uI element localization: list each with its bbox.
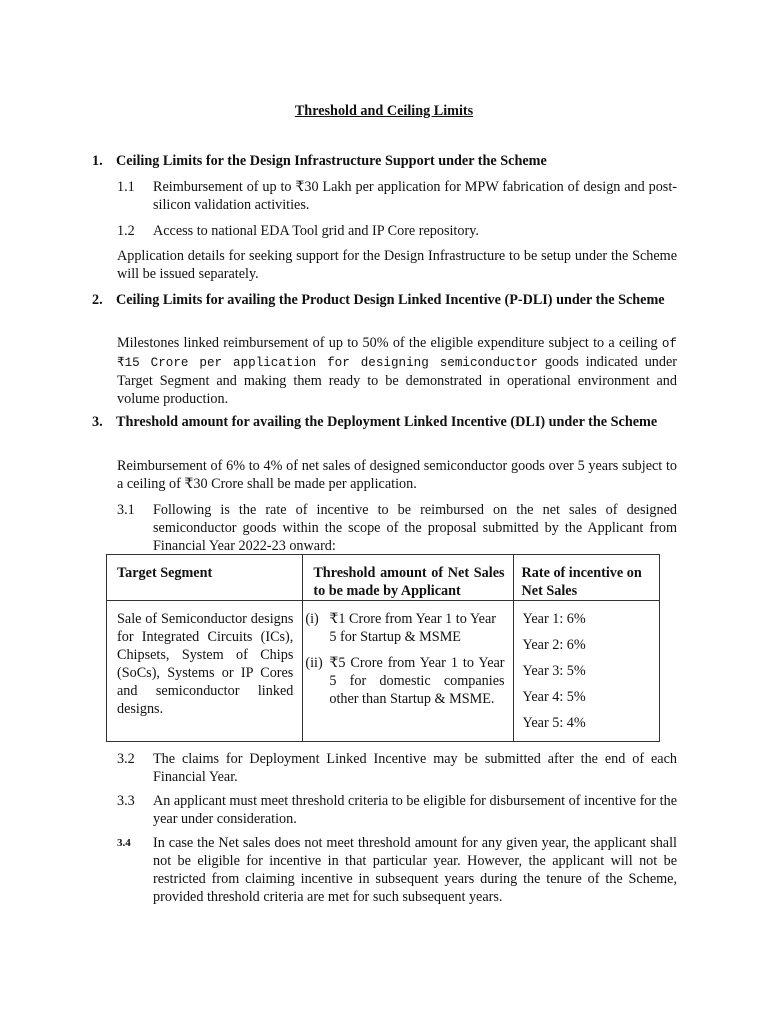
- item-3-4-text: In case the Net sales does not meet threshold amount for any given year, the applicant shall not be eligible for incentive in that particular year. However, the applicant will not be restricted from claiming incentive in subsequent years during the tenure of the Scheme, provided threshold criteria are met for such subsequent years.: [153, 835, 677, 905]
- rate-item: Year 2: 6%: [522, 637, 586, 653]
- item-1-1-text: Reimbursement of up to ₹30 Lakh per application for MPW fabrication of design and post-silicon validation activities.: [153, 179, 677, 213]
- item-3-2-text: The claims for Deployment Linked Incentive may be submitted after the end of each Financial Year.: [153, 751, 677, 785]
- item-3-3-number: 3.3: [117, 793, 135, 809]
- rate-item: Year 1: 6%: [522, 611, 586, 627]
- section-3-heading: Threshold amount for availing the Deployment Linked Incentive (DLI) under the Scheme: [116, 414, 658, 430]
- item-3-1-text: Following is the rate of incentive to be reimbursed on the net sales of designed semiconductor goods within the scope of the proposal submitted by the Applicant from Financial Year 2022-23 onward:: [153, 502, 677, 554]
- incentive-table: [106, 554, 660, 742]
- section-3-number: 3.: [92, 414, 103, 430]
- table-cell-thresholds: [303, 601, 513, 742]
- item-3-4-number: 3.4: [117, 837, 131, 849]
- section-2-paragraph-part2: of ₹15 Crore per application for designing semiconductor: [117, 337, 677, 370]
- threshold-item: (i) ₹1 Crore from Year 1 to Year 5 for Startup & MSME: [305, 611, 496, 645]
- rate-item: Year 5: 4%: [522, 715, 586, 731]
- rate-item: Year 3: 5%: [522, 663, 586, 679]
- section-2-heading: Ceiling Limits for availing the Product Design Linked Incentive (P-DLI) under the Scheme: [116, 292, 665, 308]
- item-1-1-number: 1.1: [117, 179, 135, 195]
- section-1-paragraph: Application details for seeking support for the Design Infrastructure to be setup under the Scheme will be issued separately.: [117, 248, 677, 282]
- section-2-number: 2.: [92, 292, 103, 308]
- table-cell-segment: Sale of Semiconductor designs for Integrated Circuits (ICs), Chipsets, System of Chips (SoCs), Systems or IP Cores and semiconductor linked designs.: [107, 601, 303, 742]
- item-3-2-number: 3.2: [117, 751, 135, 767]
- section-2-paragraph-part3: goods indicated under Target Segment and making them ready to be demonstrated in operational environment and volume production.: [117, 354, 678, 407]
- table-cell-rates: [513, 601, 659, 742]
- item-3-3-text: An applicant must meet threshold criteria to be eligible for disbursement of incentive for the year under consideration.: [153, 793, 677, 827]
- item-1-2-text: Access to national EDA Tool grid and IP Core repository.: [153, 223, 479, 239]
- section-2-paragraph-part1: Milestones linked reimbursement of up to 50% of the eligible expenditure subject to a ceiling: [117, 335, 658, 351]
- section-3-paragraph: Reimbursement of 6% to 4% of net sales of designed semiconductor goods over 5 years subject to a ceiling of ₹30 Crore shall be made per application.: [117, 458, 677, 492]
- threshold-item: (ii) ₹5 Crore from Year 1 to Year 5 for domestic companies other than Startup & MSME.: [305, 655, 505, 707]
- table-header-cell: Rate of incentive on Net Sales: [513, 555, 659, 601]
- section-2-paragraph: [117, 334, 677, 408]
- item-3-1-number: 3.1: [117, 502, 135, 518]
- section-1-number: 1.: [92, 153, 103, 169]
- section-1-heading: Ceiling Limits for the Design Infrastructure Support under the Scheme: [116, 153, 547, 169]
- table-header-cell: Target Segment: [107, 555, 303, 601]
- table-header-row: [107, 555, 660, 601]
- table-row: [107, 601, 660, 742]
- table-header-cell: Threshold amount of Net Sales to be made by Applicant: [303, 555, 513, 601]
- page-title: Threshold and Ceiling Limits: [294, 103, 474, 119]
- item-1-2-number: 1.2: [117, 223, 135, 239]
- rate-item: Year 4: 5%: [522, 689, 586, 705]
